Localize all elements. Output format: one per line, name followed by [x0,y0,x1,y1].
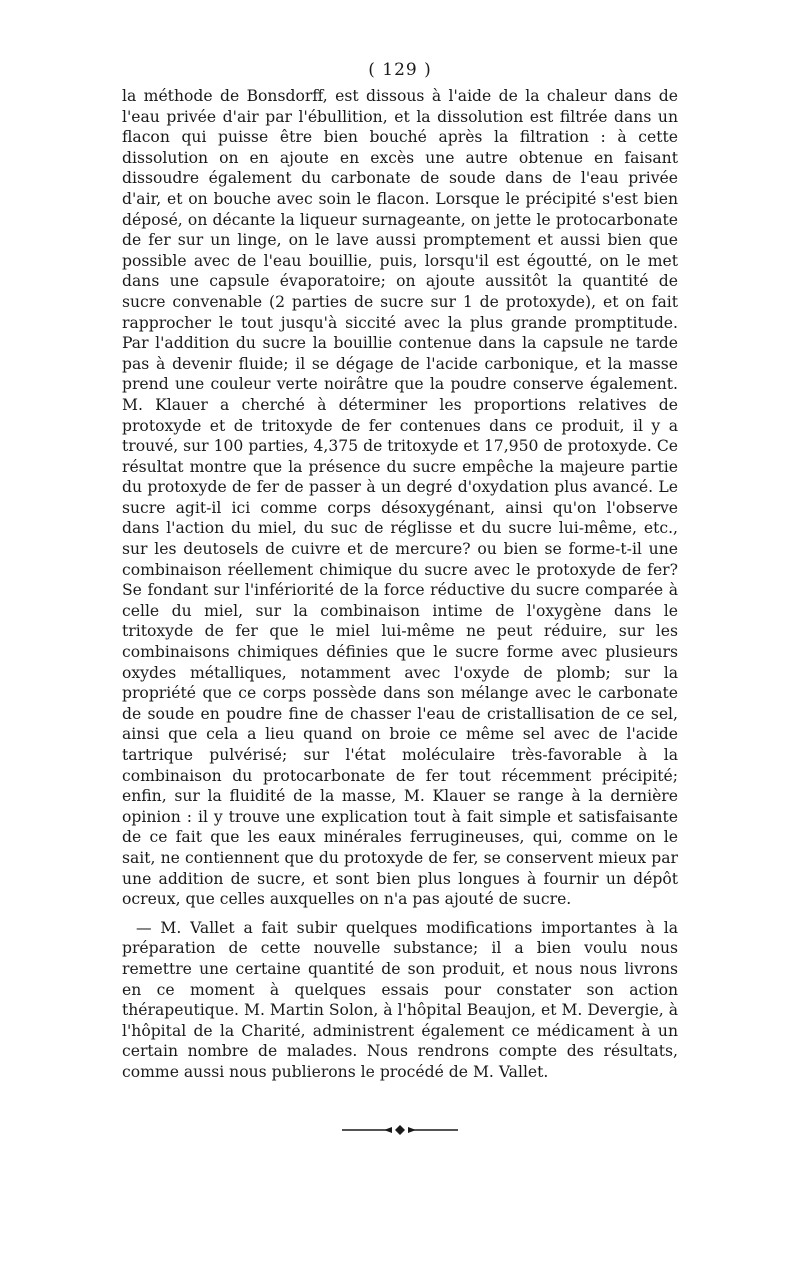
page-number: ( 129 ) [368,60,432,80]
body-paragraph-2: — M. Vallet a fait subir quelques modifications importantes à la préparation de cette nouvelle substance; il a bien voulu nous remettre une certaine quantité de son produit, et nous nous livrons en ce moment à quelques essais pour constater son action thérapeutique. M. Martin Solon, à l'hôpital Beaujon, et M. Devergie, à l'hôpital de la Charité, administrent également ce médicament à un certain nombre de malades. Nous rendrons compte des résultats, comme aussi nous publierons le procédé de M. Vallet. [122,918,678,1081]
book-page [122,58,678,1137]
end-ornament-icon [340,1123,460,1137]
body-paragraph-1: la méthode de Bonsdorff, est dissous à l'aide de la chaleur dans de l'eau privée d'air par l'ébullition, et la dissolution est filtrée dans un flacon qui puisse être bien bouché après la filtration : à cette dissolution on en ajoute en excès une autre obtenue en faisant dissoudre également du carbonate de soude dans de l'eau privée d'air, et on bouche avec soin le flacon. Lorsque le précipité s'est bien déposé, on décante la liqueur surnageante, on jette le protocarbonate de fer sur un linge, on le lave aussi promptement et aussi bien que possible avec de l'eau bouillie, puis, lorsqu'il est égoutté, on le met dans une capsule évaporatoire; on ajoute aussitôt la quantité de sucre convenable (2 parties de sucre sur 1 de protoxyde), et on fait rapprocher le tout jusqu'à siccité avec la plus grande promptitude. Par l'addition du sucre la bouillie contenue dans la capsule ne tarde pas à devenir fluide; il se dégage de l'acide carbonique, et la masse prend une couleur verte noirâtre que la poudre conserve également. M. Klauer a cherché à déterminer les proportions relatives de protoxyde et de tritoxyde de fer contenues dans ce produit, il y a trouvé, sur 100 parties, 4,375 de tritoxyde et 17,950 de protoxyde. Ce résultat montre que la présence du sucre empêche la majeure partie du protoxyde de fer de passer à un degré d'oxydation plus avancé. Le sucre agit-il ici comme corps désoxygénant, ainsi qu'on l'observe dans l'action du miel, du suc de réglisse et du sucre lui-même, etc., sur les deutosels de cuivre et de mercure? ou bien se forme-t-il une combinaison réellement chimique du sucre avec le protoxyde de fer? Se fondant sur l'infériorité de la force réductive du sucre comparée à celle du miel, sur la combinaison intime de l'oxygène dans le tritoxyde de fer que le miel lui-même ne peut réduire, sur les combinaisons chimiques définies que le sucre forme avec plusieurs oxydes métalliques, notamment avec l'oxyde de plomb; sur la propriété que ce corps possède dans son mélange avec le carbonate de soude en poudre fine de chasser l'eau de cristallisation de ce sel, ainsi que cela a lieu quand on broie ce même sel avec de l'acide tartrique pulvérisé; sur l'état moléculaire très-favorable à la combinaison du protocarbonate de fer tout récemment précipité; enfin, sur la fluidité de la masse, M. Klauer se range à la dernière opinion : il y trouve une explication tout à fait simple et satisfaisante de ce fait que les eaux minérales ferrugineuses, qui, comme on le sait, ne contiennent que du protoxyde de fer, se conservent mieux par une addition de sucre, et sont bien plus longues à fournir un dépôt ocreux, que celles auxquelles on n'a pas ajouté de sucre. [122,87,678,909]
